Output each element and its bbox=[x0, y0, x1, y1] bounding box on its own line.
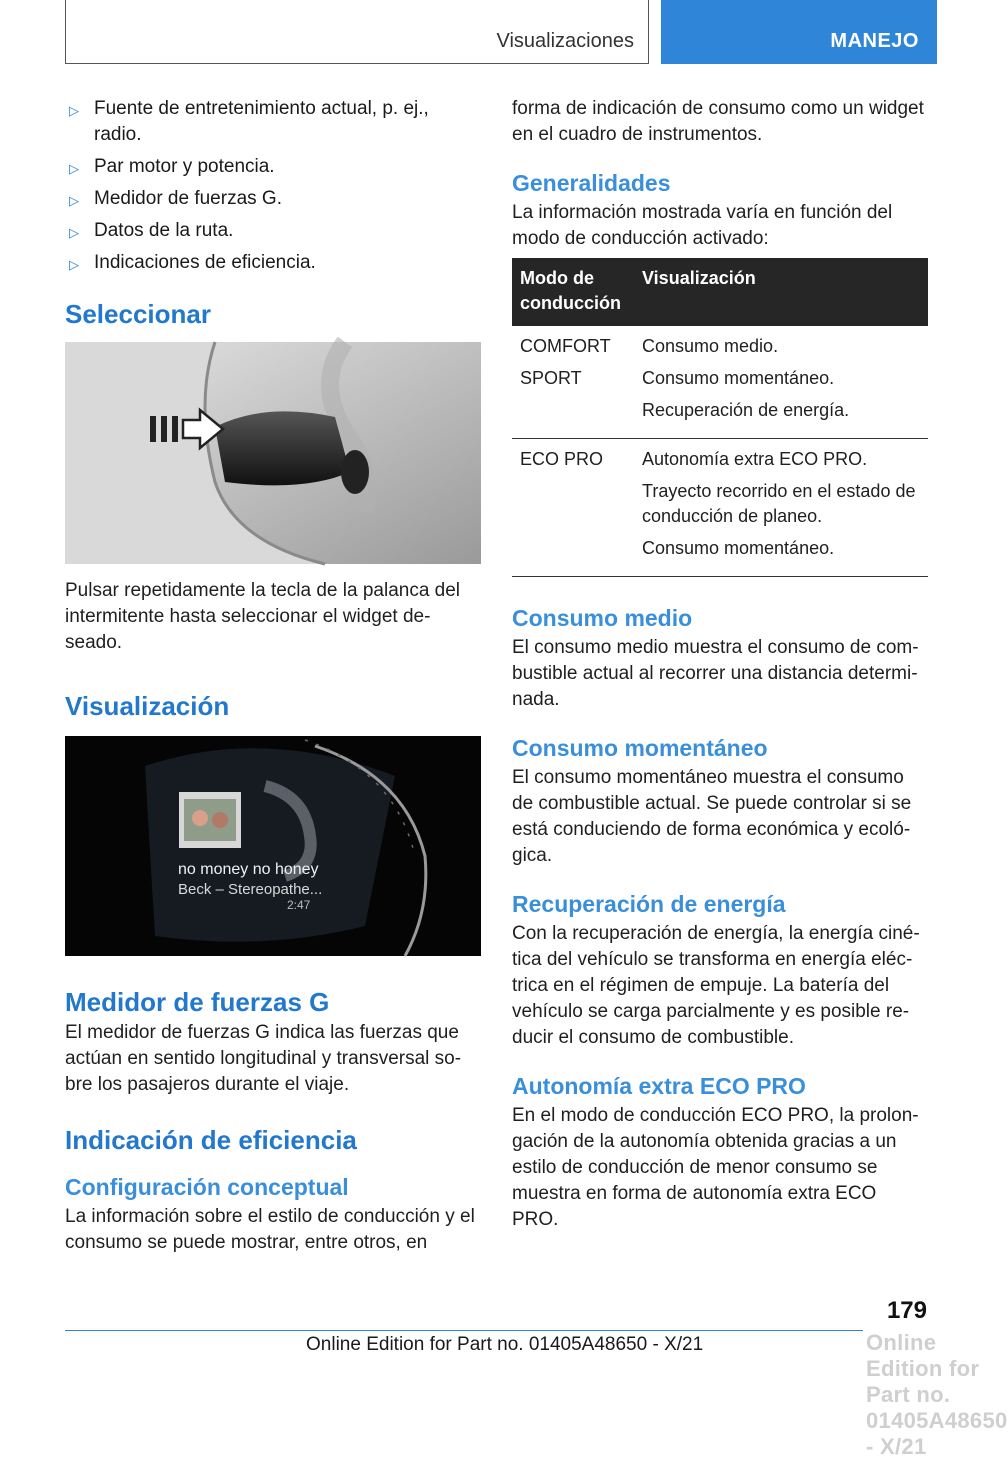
heading-recuperacion: Recuperación de energía bbox=[512, 891, 786, 917]
now-playing-artist: Beck – Stereopathe... bbox=[178, 881, 323, 898]
heading-consumo-momentaneo: Consumo momentáneo bbox=[512, 735, 768, 761]
configuracion-text: La información sobre el estilo de conducción y el consumo se puede mostrar, entre otros, en bbox=[65, 1206, 475, 1253]
page-header bbox=[65, 0, 937, 66]
lever-illustration bbox=[65, 342, 481, 564]
autonomia-text: En el modo de conducción ECO PRO, la prolongación de la autonomía obtenida gracias a un estilo de conducción de menor consumo se muestra en forma de autonomía extra ECO PRO. bbox=[512, 1105, 919, 1230]
list-item: ▷ Fuente de entretenimiento actual, p. ej., radio. bbox=[69, 98, 429, 145]
section-tab bbox=[65, 0, 649, 64]
list-item: ▷ Datos de la ruta. bbox=[65, 218, 481, 244]
now-playing-song: no money no honey bbox=[178, 861, 319, 878]
footer-edition: Online Edition for Part no. 01405A48650 - X/21 bbox=[306, 1334, 704, 1355]
table-header-row bbox=[512, 258, 928, 326]
column-header-mode: Modo de conducción bbox=[512, 258, 634, 326]
chapter-title: MANEJO bbox=[830, 30, 919, 52]
list-item: ▷ Medidor de fuerzas G. bbox=[65, 186, 481, 212]
table-row bbox=[512, 439, 928, 577]
heading-consumo-medio: Consumo medio bbox=[512, 605, 693, 631]
seleccionar-text: Pulsar repetidamente la tecla de la palanca del intermitente hasta seleccionar el widget deseado. bbox=[65, 580, 461, 653]
mode-cell: COMFORT SPORT bbox=[512, 326, 634, 439]
mode-cell: ECO PRO bbox=[512, 439, 634, 577]
now-playing-time: 2:47 bbox=[287, 898, 311, 912]
display-cell: Consumo medio. Consumo momentáneo. Recuperación de energía. bbox=[634, 326, 928, 439]
left-column bbox=[65, 96, 481, 1256]
widget-continuation-text: forma de indicación de consumo como un widget en el cuadro de instrumentos. bbox=[512, 98, 924, 145]
heading-visualizacion: Visualización bbox=[65, 691, 230, 721]
heading-seleccionar: Seleccionar bbox=[65, 299, 211, 329]
heading-medidor: Medidor de fuerzas G bbox=[65, 987, 330, 1017]
heading-generalidades: Generalidades bbox=[512, 170, 671, 196]
consumo-momentaneo-text: El consumo momentáneo muestra el consumo de combustible actual. Se puede controlar si se está conduciendo de forma económica y ecológica. bbox=[512, 767, 912, 866]
table-row bbox=[512, 326, 928, 439]
page-number: 179 bbox=[886, 1297, 927, 1324]
generalidades-text: La información mostrada varía en función del modo de conducción activado: bbox=[512, 202, 893, 249]
triangle-bullet-icon: ▷ bbox=[69, 103, 79, 118]
triangle-bullet-icon: ▷ bbox=[69, 257, 79, 272]
column-header-display: Visualización bbox=[634, 258, 928, 326]
footer-watermark: Online Edition for Part no. 01405A48650 - X/21 bbox=[866, 1330, 1008, 1459]
heading-indicacion: Indicación de eficiencia bbox=[65, 1125, 357, 1155]
triangle-bullet-icon: ▷ bbox=[69, 193, 79, 208]
display-cell: Autonomía extra ECO PRO. Trayecto recorrido en el estado de conducción de planeo. Consumo momentáneo. bbox=[634, 439, 928, 577]
chapter-tab bbox=[661, 0, 937, 64]
list-item: ▷ Par motor y potencia. bbox=[65, 154, 481, 180]
recuperacion-text: Con la recuperación de energía, la energía cinética del vehículo se transforma en energía eléctrica en el régimen de empuje. La batería del vehículo se carga parcialmente y es posible reducir el consumo de combustible. bbox=[512, 923, 920, 1048]
heading-configuracion: Configuración conceptual bbox=[65, 1174, 349, 1200]
cluster-display-illustration bbox=[65, 736, 481, 956]
footer-divider bbox=[65, 1330, 863, 1331]
section-title: Visualizaciones bbox=[496, 30, 634, 52]
heading-autonomia: Autonomía extra ECO PRO bbox=[512, 1073, 806, 1099]
list-item: ▷ Indicaciones de eficiencia. bbox=[65, 250, 481, 276]
instrument-cluster-image bbox=[65, 736, 481, 956]
medidor-text: El medidor de fuerzas G indica las fuerzas que actúan en sentido longitudinal y transversal sobre los pasajeros durante el viaje. bbox=[65, 1022, 462, 1095]
turn-signal-lever-image bbox=[65, 342, 481, 564]
widget-list bbox=[65, 96, 481, 276]
triangle-bullet-icon: ▷ bbox=[69, 161, 79, 176]
consumo-medio-text: El consumo medio muestra el consumo de combustible actual al recorrer una distancia determinada. bbox=[512, 637, 919, 710]
driving-mode-table bbox=[512, 258, 928, 577]
right-column bbox=[512, 96, 928, 1233]
triangle-bullet-icon: ▷ bbox=[69, 225, 79, 240]
